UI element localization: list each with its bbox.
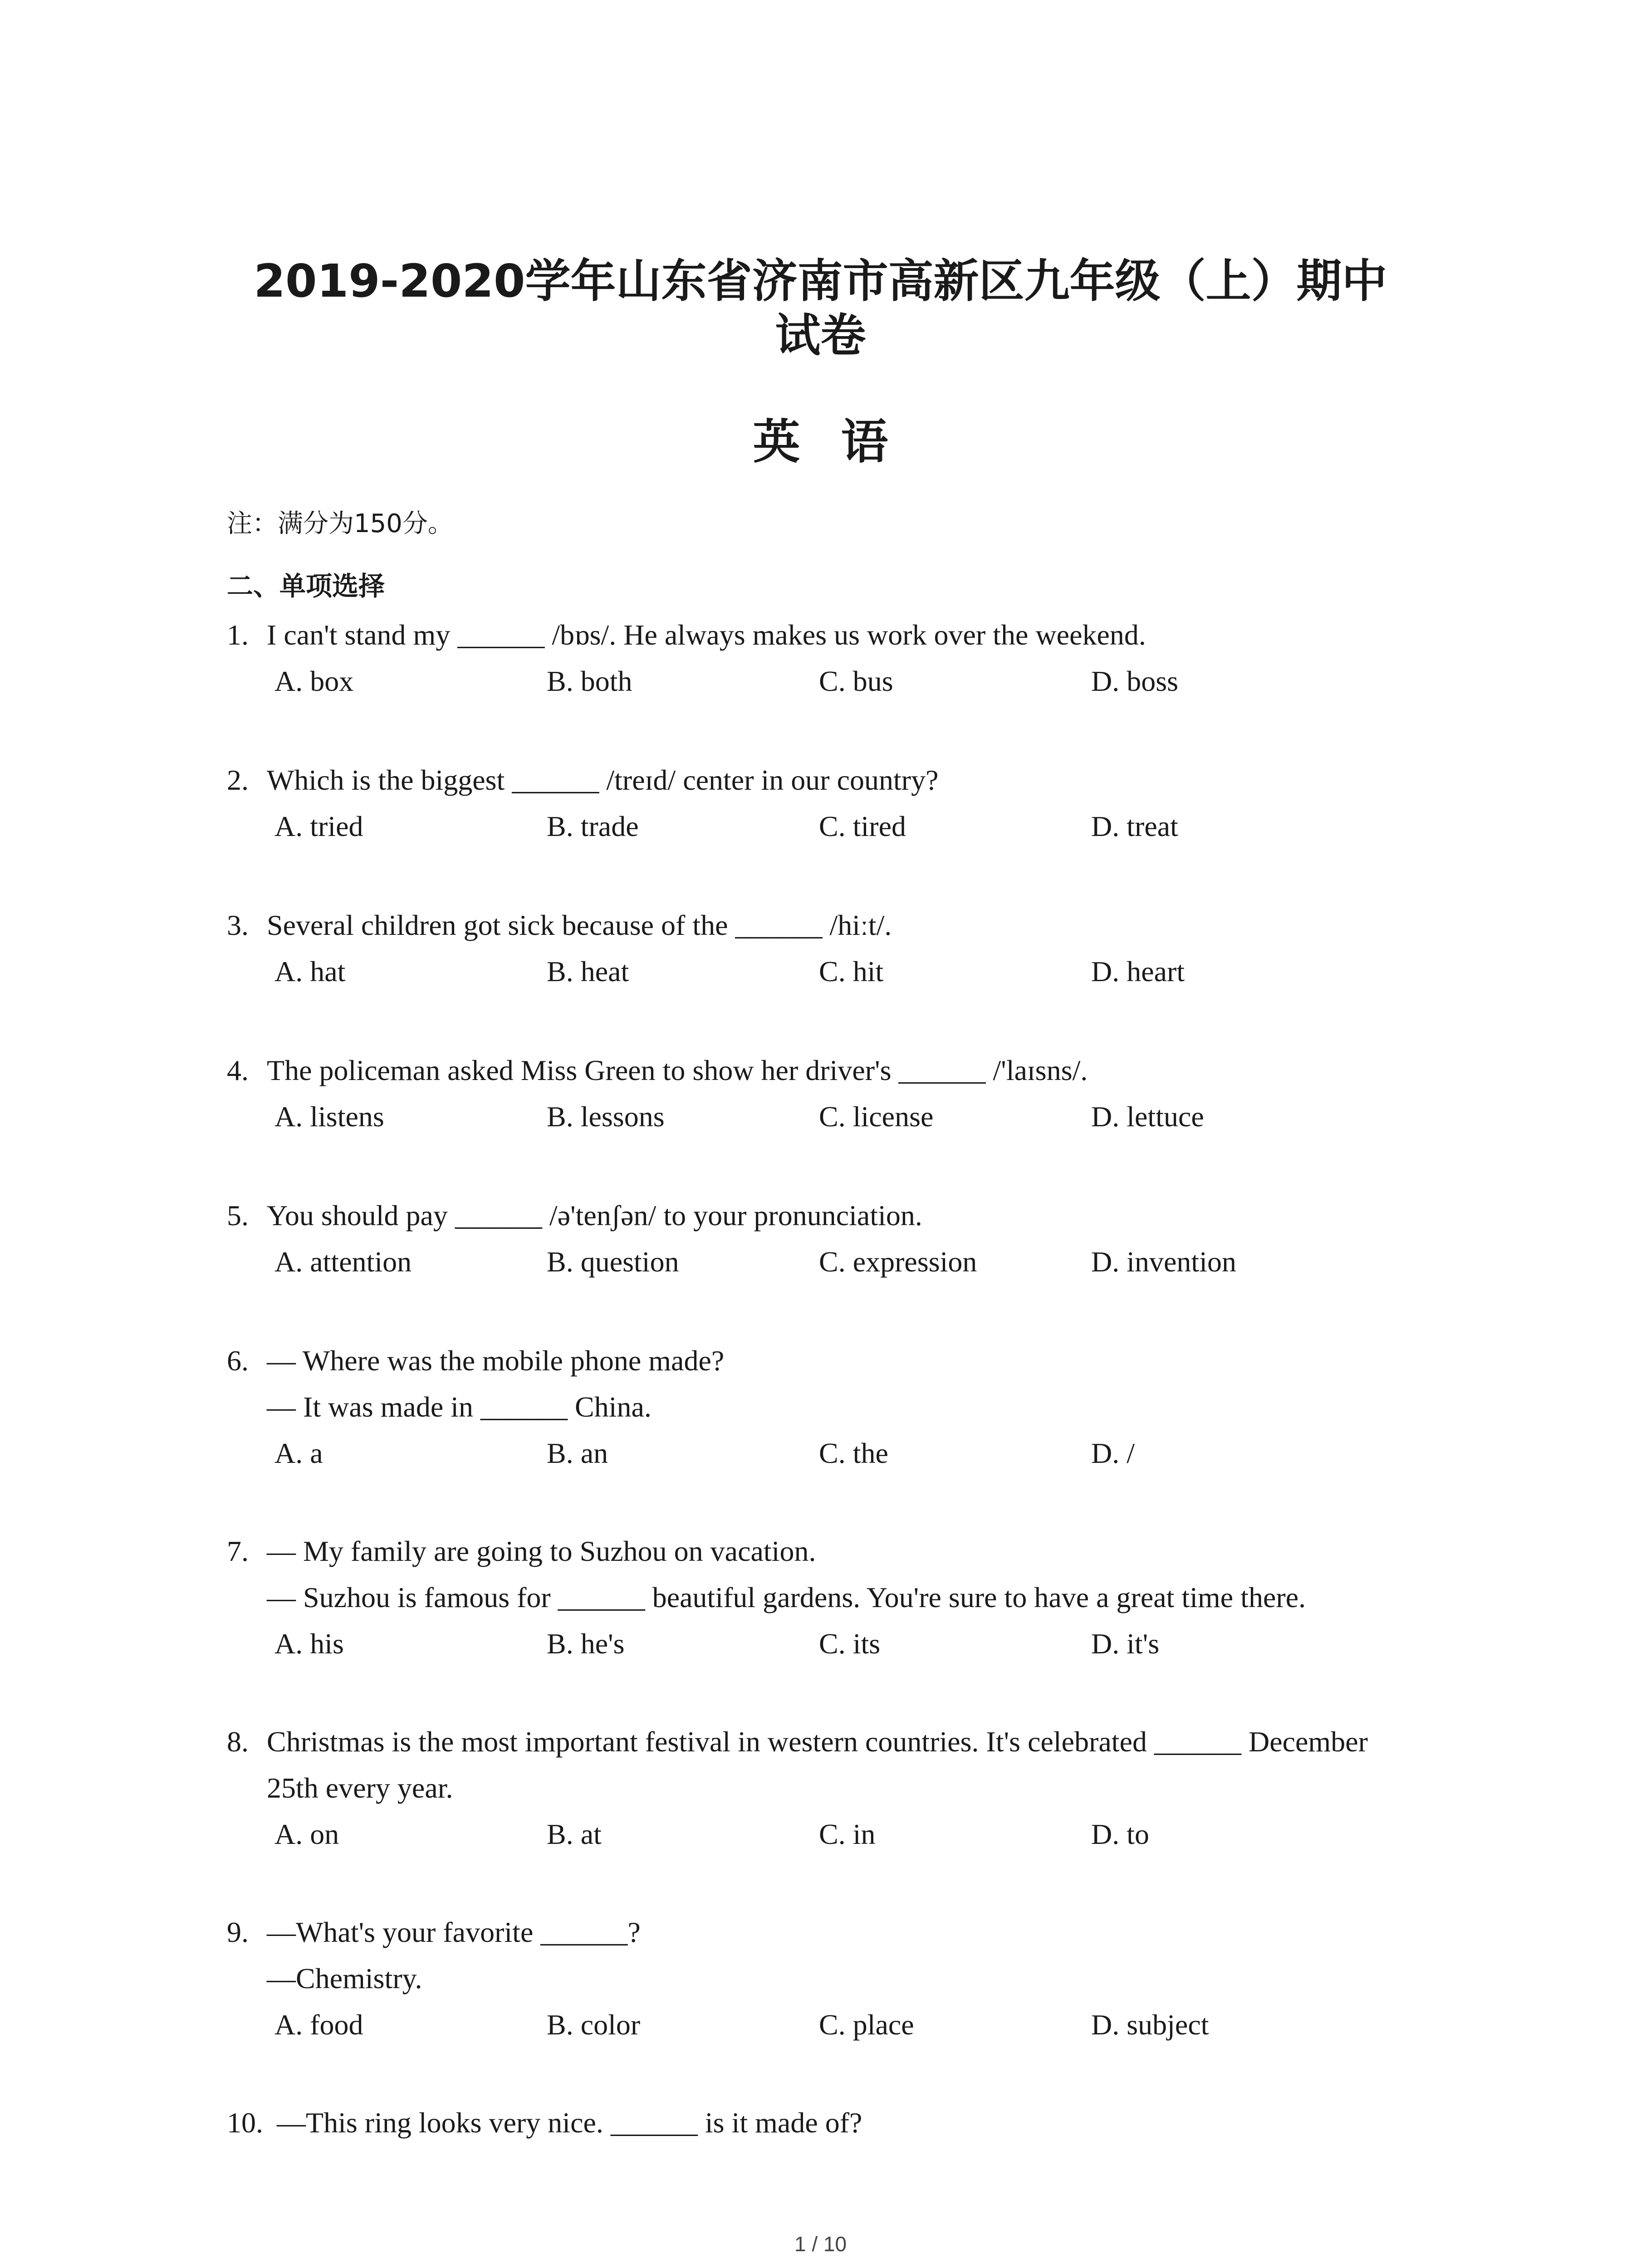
section-title: 二、单项选择 bbox=[227, 571, 385, 601]
question-number: 3. bbox=[227, 909, 249, 941]
answer-option: C. its bbox=[819, 1628, 881, 1660]
question-number: 6. bbox=[227, 1344, 249, 1377]
question-text: — It was made in ______ China. bbox=[267, 1391, 652, 1423]
question-text: —This ring looks very nice. ______ is it made of? bbox=[277, 2107, 862, 2139]
answer-option: D. invention bbox=[1091, 1246, 1236, 1278]
question-text: — Suzhou is famous for ______ beautiful gardens. You're sure to have a great time there. bbox=[267, 1581, 1306, 1613]
answer-option: C. the bbox=[819, 1437, 888, 1469]
answer-option: A. a bbox=[274, 1437, 323, 1469]
answer-option: D. it's bbox=[1091, 1628, 1160, 1660]
question-text: — Where was the mobile phone made? bbox=[267, 1344, 725, 1377]
question-text: Which is the biggest ______ /treɪd/ center in our country? bbox=[267, 764, 939, 796]
answer-option: B. an bbox=[547, 1437, 608, 1469]
page-title bbox=[0, 254, 1641, 363]
answer-option: B. trade bbox=[547, 810, 639, 842]
question-number: 10. bbox=[227, 2107, 263, 2139]
answer-option: B. color bbox=[547, 2009, 641, 2041]
answer-option: A. attention bbox=[274, 1246, 412, 1278]
question-text: 25th every year. bbox=[267, 1772, 453, 1804]
question-text: — My family are going to Suzhou on vacation. bbox=[267, 1535, 816, 1567]
question-number: 4. bbox=[227, 1054, 249, 1086]
title-line-1: 2019-2020学年山东省济南市高新区九年级（上）期中 bbox=[254, 254, 1387, 308]
subject-heading: 英语 bbox=[753, 414, 929, 469]
answer-option: C. tired bbox=[819, 810, 906, 842]
answer-option: B. both bbox=[547, 665, 632, 697]
answer-option: A. hat bbox=[274, 955, 346, 987]
question-text: Christmas is the most important festival in western countries. It's celebrated ______ December bbox=[267, 1725, 1368, 1758]
page-number: 1 / 10 bbox=[794, 2232, 847, 2256]
answer-option: A. box bbox=[274, 665, 354, 697]
answer-option: C. license bbox=[819, 1100, 934, 1133]
answer-option: C. bus bbox=[819, 665, 893, 697]
question-number: 7. bbox=[227, 1535, 249, 1567]
question-number: 2. bbox=[227, 764, 249, 796]
answer-option: D. treat bbox=[1091, 810, 1178, 842]
answer-option: C. place bbox=[819, 2009, 914, 2041]
answer-option: A. food bbox=[274, 2009, 363, 2041]
answer-option: B. question bbox=[547, 1246, 679, 1278]
question-text: You should pay ______ /ə'tenʃən/ to your pronunciation. bbox=[267, 1199, 922, 1232]
answer-option: C. hit bbox=[819, 955, 884, 987]
answer-option: A. tried bbox=[274, 810, 363, 842]
title-line-2: 试卷 bbox=[775, 309, 866, 362]
score-note: 注：满分为150分。 bbox=[227, 509, 453, 538]
question-text: The policeman asked Miss Green to show her driver's ______ /'laɪsns/. bbox=[267, 1054, 1088, 1086]
answer-option: B. at bbox=[547, 1818, 602, 1850]
answer-option: C. in bbox=[819, 1818, 876, 1850]
question-text: Several children got sick because of the ______ /hiːt/. bbox=[267, 909, 892, 941]
answer-option: D. to bbox=[1091, 1818, 1149, 1850]
question-number: 1. bbox=[227, 619, 249, 651]
question-number: 5. bbox=[227, 1199, 249, 1232]
answer-option: A. listens bbox=[274, 1100, 384, 1133]
question-number: 8. bbox=[227, 1725, 249, 1758]
answer-option: D. subject bbox=[1091, 2009, 1209, 2041]
question-text: —What's your favorite ______? bbox=[267, 1916, 641, 1948]
answer-option: B. he's bbox=[547, 1628, 625, 1660]
answer-option: A. on bbox=[274, 1818, 339, 1850]
question-text: I can't stand my ______ /bɒs/. He always makes us work over the weekend. bbox=[267, 619, 1146, 651]
answer-option: D. / bbox=[1091, 1437, 1135, 1469]
question-text: —Chemistry. bbox=[267, 1962, 422, 1994]
answer-option: B. lessons bbox=[547, 1100, 665, 1133]
answer-option: A. his bbox=[274, 1628, 344, 1660]
answer-option: B. heat bbox=[547, 955, 629, 987]
answer-option: D. boss bbox=[1091, 665, 1179, 697]
answer-option: D. lettuce bbox=[1091, 1100, 1204, 1133]
answer-option: D. heart bbox=[1091, 955, 1185, 987]
question-number: 9. bbox=[227, 1916, 249, 1948]
answer-option: C. expression bbox=[819, 1246, 977, 1278]
